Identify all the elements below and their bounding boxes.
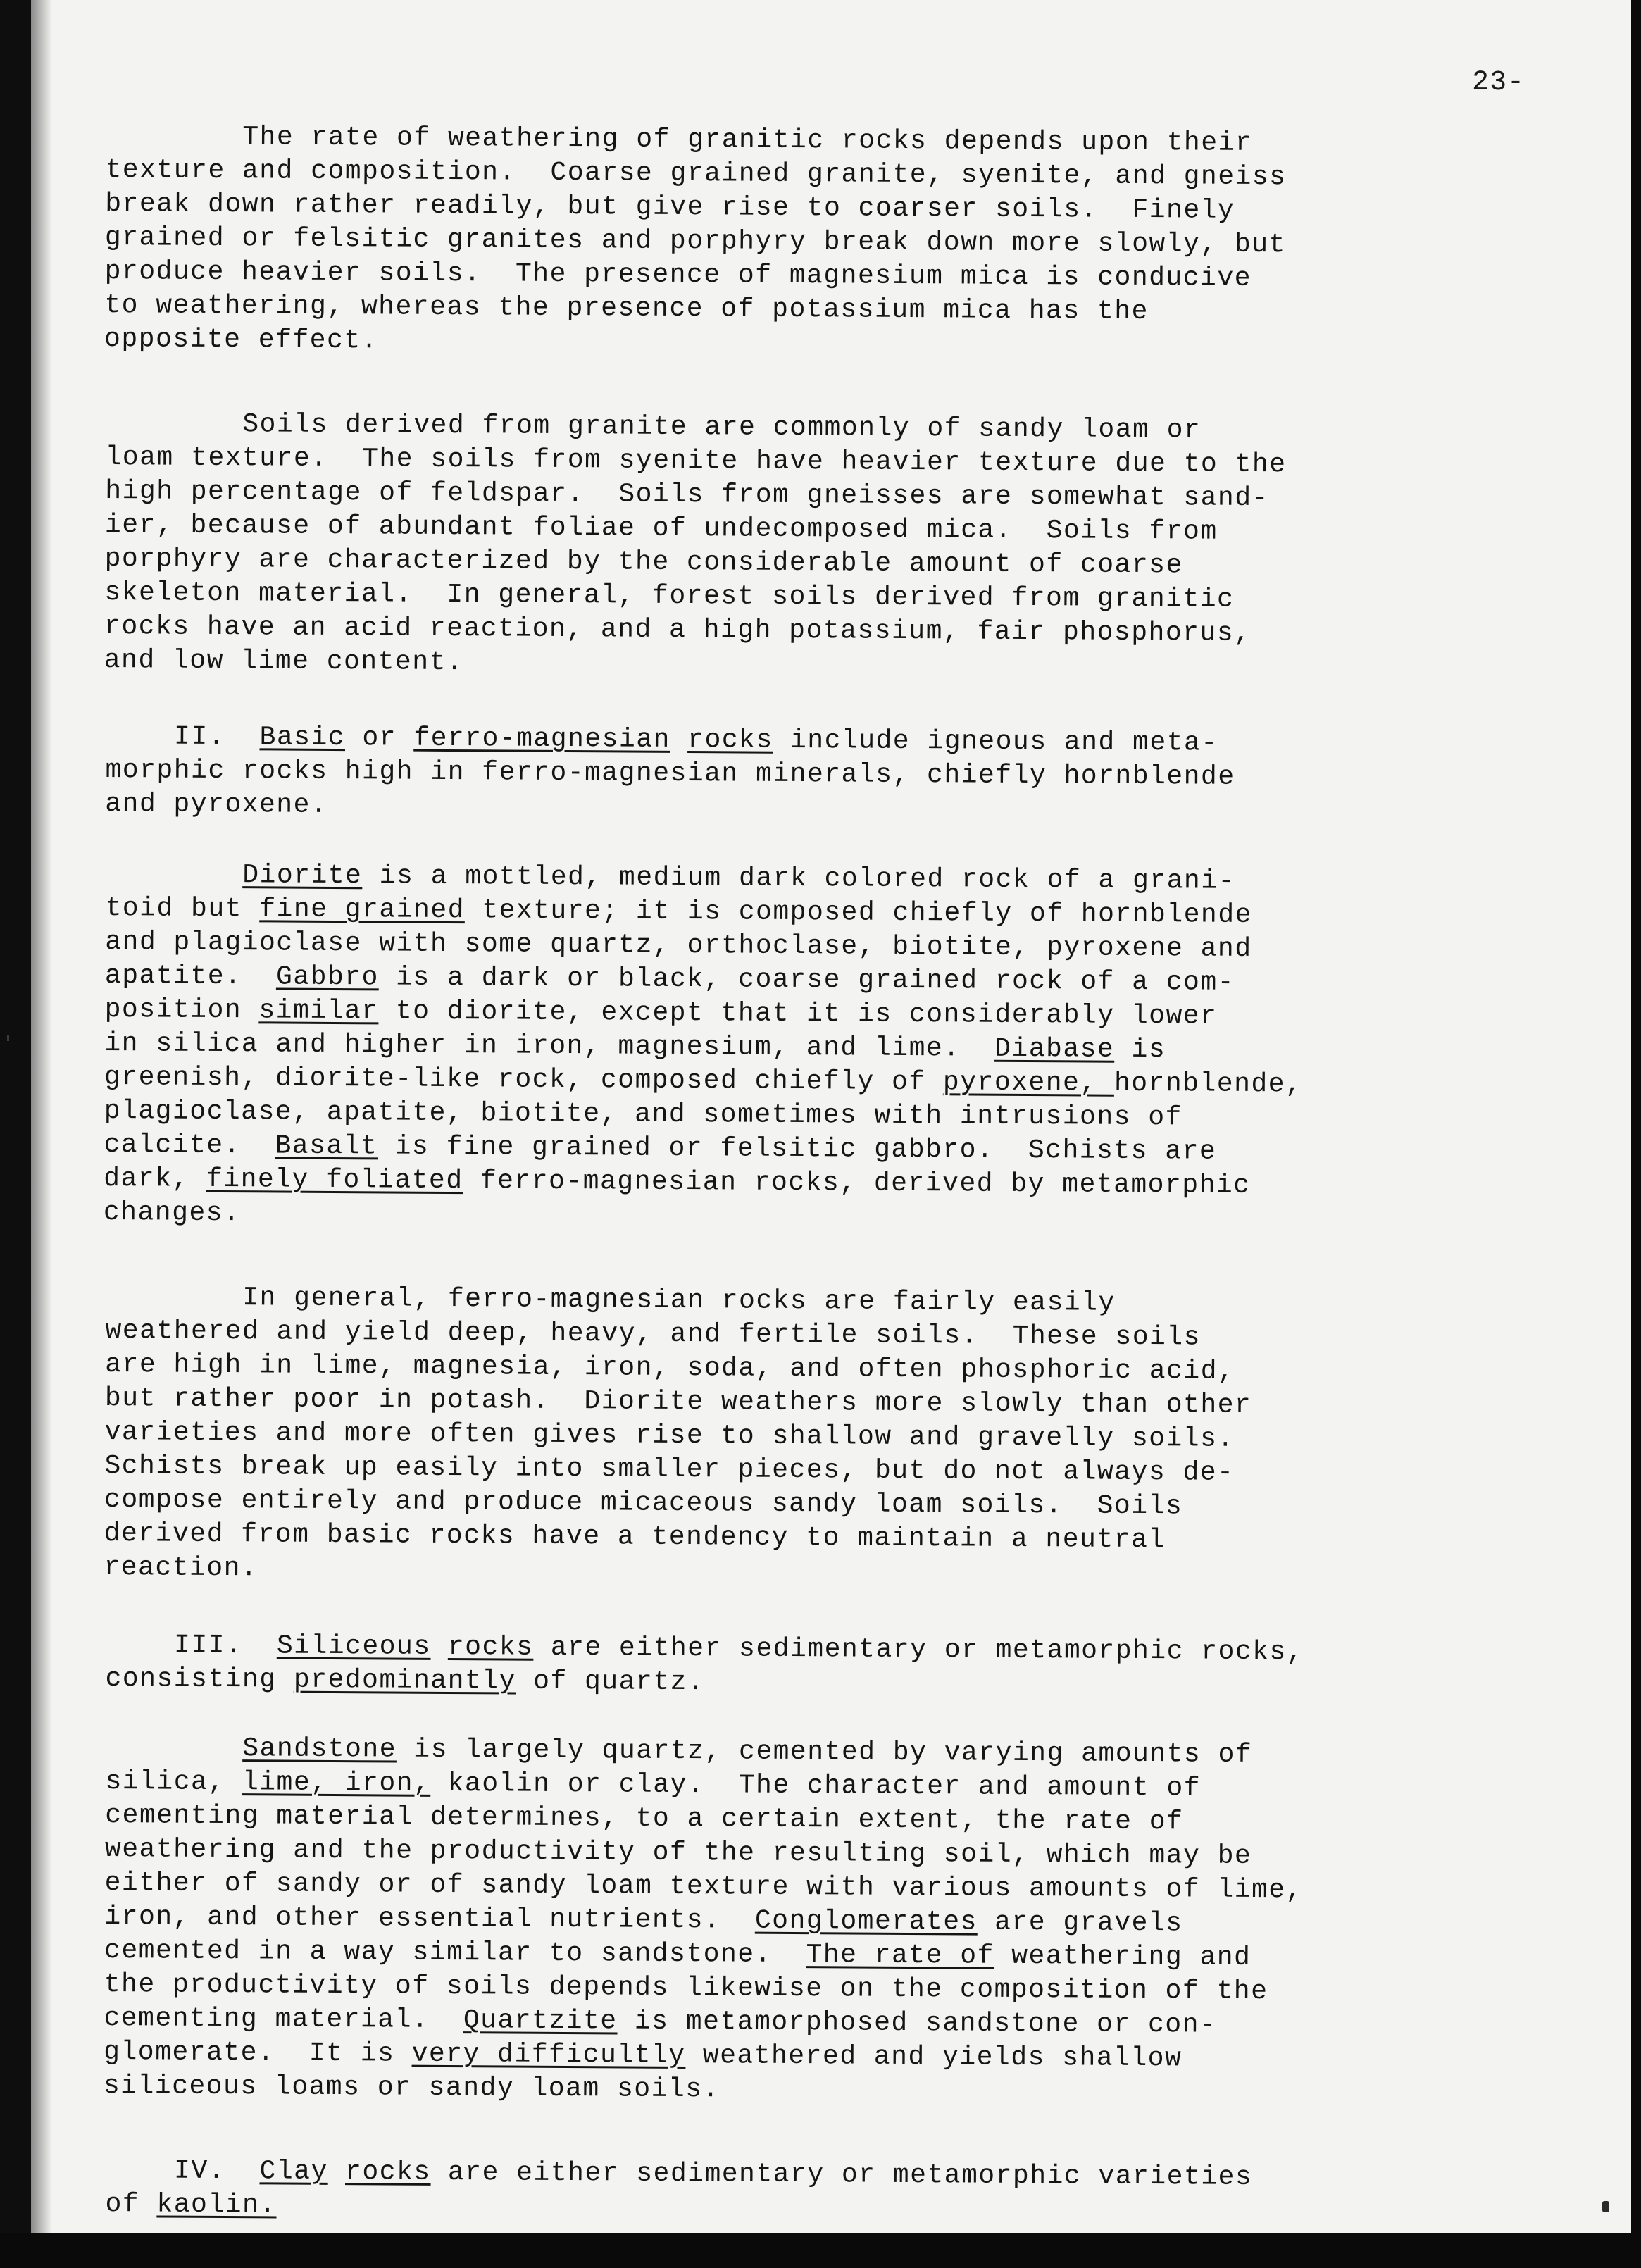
text-line: apatite. Gabbro is a dark or black, coarse grained rock of a com-	[104, 960, 1235, 998]
text-line: in silica and higher in iron, magnesium, and lime. Diabase is	[104, 1028, 1166, 1066]
text-line: Sandstone is largely quartz, cemented by varying amounts of	[242, 1733, 1253, 1770]
text-line: position similar to diorite, except that it is considerably lower	[104, 994, 1218, 1032]
text-line: IV. Clay rocks are either sedimentary or metamorphic varieties	[105, 2155, 1253, 2193]
text-line: Schists break up easily into smaller pieces, but do not always de-	[104, 1450, 1235, 1488]
text-line: texture and composition. Coarse grained granite, syenite, and gneiss	[105, 154, 1287, 193]
text-line: siliceous loams or sandy loam soils.	[103, 2070, 720, 2105]
text-line: and plagioclase with some quartz, orthoclase, biotite, pyroxene and	[105, 926, 1252, 964]
scan-right-border	[1631, 0, 1641, 2268]
paragraph-basic-rocks-heading	[105, 720, 1564, 830]
text-line: skeleton material. In general, forest soils derived from granitic	[104, 577, 1235, 615]
paragraph-siliceous-rocks-heading	[105, 1628, 1564, 1705]
text-line: reaction.	[104, 1552, 258, 1584]
text-line: high percentage of feldspar. Soils from gneisses are somewhat sand-	[105, 475, 1270, 514]
text-line: Diorite is a mottled, medium dark colored rock of a grani-	[242, 860, 1236, 897]
text-line: weathering and the productivity of the resulting soil, which may be	[104, 1833, 1252, 1871]
text-line: plagioclase, apatite, biotite, and sometimes with intrusions of	[104, 1095, 1183, 1133]
paragraph-ferro-magnesian-soils	[104, 1281, 1564, 1594]
text-line: The rate of weathering of granitic rocks depends upon their	[105, 120, 1253, 158]
margin-speck	[1602, 2201, 1609, 2212]
text-line: and low lime content.	[104, 644, 464, 678]
text-line: compose entirely and produce micaceous sandy loam soils. Soils	[104, 1484, 1183, 1522]
text-line: rocks have an acid reaction, and a high potassium, fair phosphorus,	[104, 611, 1252, 649]
scan-bottom-border	[0, 2233, 1641, 2268]
text-line: ier, because of abundant foliae of undecomposed mica. Soils from	[104, 509, 1218, 547]
text-line: derived from basic rocks have a tendency to maintain a neutral	[104, 1518, 1166, 1556]
text-line: dark, finely foliated ferro-magnesian rocks, derived by metamorphic	[104, 1163, 1251, 1201]
text-line: greenish, diorite-like rock, composed chiefly of pyroxene, hornblende,	[104, 1061, 1303, 1100]
text-line: morphic rocks high in ferro-magnesian minerals, chiefly hornblende	[105, 754, 1235, 792]
paragraph-granite-soils	[104, 407, 1564, 687]
text-line: and pyroxene.	[105, 788, 328, 821]
text-line: either of sandy or of sandy loam texture with various amounts of lime,	[104, 1867, 1304, 1906]
text-line: varieties and more often gives rise to shallow and gravelly soils.	[104, 1416, 1235, 1454]
text-line: toid but fine grained texture; it is composed chiefly of hornblende	[105, 892, 1253, 930]
text-line: cemented in a way similar to sandstone. The rate of weathering and	[104, 1935, 1252, 1973]
text-line: weathered and yield deep, heavy, and fertile soils. These soils	[105, 1315, 1202, 1353]
text-line: to weathering, whereas the presence of potassium mica has the	[104, 289, 1149, 328]
text-line: loam texture. The soils from syenite have heavier texture due to the	[105, 442, 1287, 480]
text-line: cementing material determines, to a certain extent, the rate of	[105, 1800, 1184, 1838]
text-line: glomerate. It is very difficultly weathered and yields shallow	[104, 2036, 1183, 2074]
text-line: produce heavier soils. The presence of magnesium mica is conducive	[104, 256, 1252, 294]
text-line: In general, ferro-magnesian rocks are fairly easily	[105, 1282, 1116, 1319]
text-line: opposite effect.	[104, 323, 379, 356]
text-line: Soils derived from granite are commonly of sandy loam or	[105, 408, 1202, 446]
text-line: calcite. Basalt is fine grained or felsitic gabbro. Schists are	[104, 1129, 1217, 1167]
text-line: grained or felsitic granites and porphyry break down more slowly, but	[104, 222, 1287, 261]
text-line: silica, lime, iron, kaolin or clay. The character and amount of	[105, 1766, 1202, 1804]
text-line: porphyry are characterized by the considerable amount of coarse	[104, 543, 1183, 581]
text-line: cementing material. Quartzite is metamorphosed sandstone or con-	[104, 2002, 1217, 2040]
text-line: of kaolin.	[105, 2188, 277, 2221]
text-line: but rather poor in potash. Diorite weathers more slowly than other	[104, 1383, 1252, 1421]
text-line: consisting predominantly of quartz.	[105, 1663, 705, 1698]
text-line: break down rather readily, but give rise to coarser soils. Finely	[105, 188, 1235, 226]
text-line: are high in lime, magnesia, iron, soda, and often phosphoric acid,	[105, 1349, 1235, 1387]
text-line: the productivity of soils depends likewise on the composition of the	[104, 1969, 1268, 2007]
page-number: 23-	[1472, 67, 1525, 99]
margin-mark	[7, 1035, 9, 1041]
paragraph-diorite-gabbro	[104, 858, 1564, 1239]
text-line: iron, and other essential nutrients. Conglomerates are gravels	[104, 1901, 1183, 1939]
text-line: II. Basic or ferro-magnesian rocks include igneous and meta-	[105, 721, 1218, 759]
paragraph-granitic-weathering	[104, 120, 1564, 366]
paragraph-sandstone	[104, 1731, 1564, 2112]
text-line: III. Siliceous rocks are either sedimentary or metamorphic rocks,	[105, 1630, 1304, 1668]
paragraph-clay-rocks-heading	[105, 2154, 1564, 2231]
text-line: changes.	[103, 1197, 241, 1229]
